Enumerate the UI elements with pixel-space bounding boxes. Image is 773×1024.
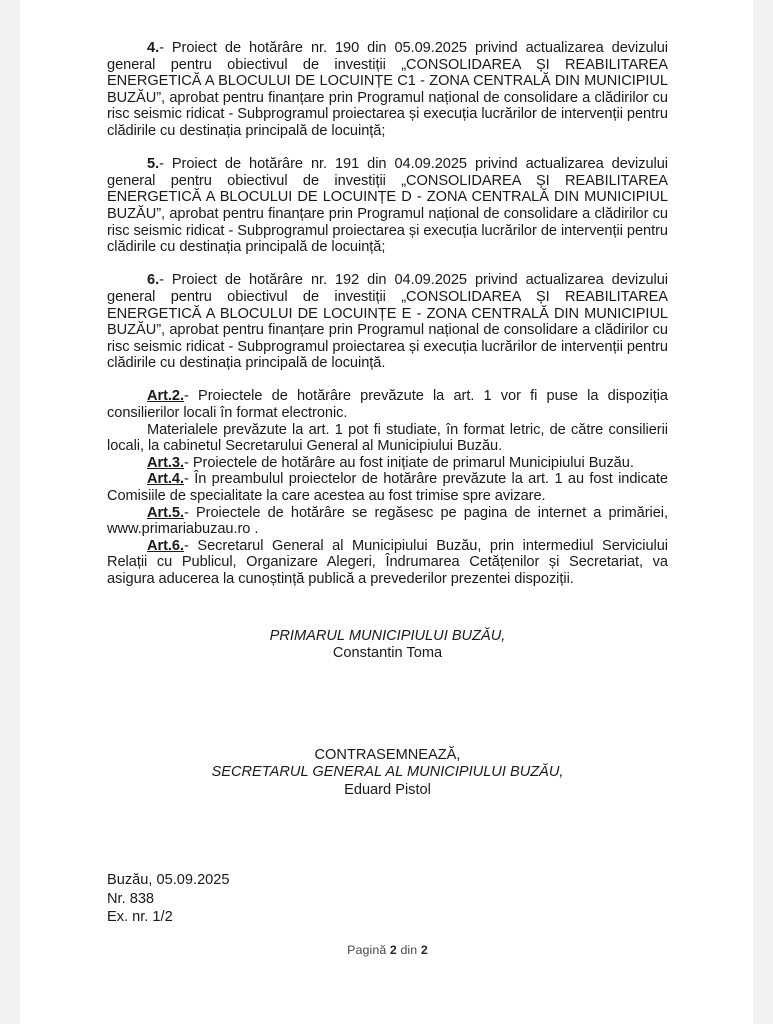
signature-block-secretary bbox=[107, 747, 668, 800]
article-label: Art.3. bbox=[147, 454, 185, 471]
project-item bbox=[107, 40, 668, 140]
project-item bbox=[107, 156, 668, 256]
mayor-title: PRIMARUL MUNICIPIULUI BUZĂU, bbox=[269, 627, 506, 644]
article-text: Proiectele de hotărâre au fost inițiate de primarul Municipiului Buzău. bbox=[188, 454, 634, 471]
page-indicator bbox=[107, 943, 668, 957]
article-label: Art.4. bbox=[147, 471, 185, 488]
article-text: Proiectele de hotărâre prevăzute la art. 1 vor fi puse la dispoziția consilierilor locali în format electronic. bbox=[107, 388, 668, 422]
article-dash: - bbox=[184, 388, 189, 405]
page-indicator-total: 2 bbox=[420, 942, 428, 957]
signature-block-mayor bbox=[107, 628, 668, 663]
article-label: Art.5. bbox=[147, 504, 185, 521]
project-number: 4. bbox=[147, 40, 160, 56]
article-label: Art.6. bbox=[147, 537, 185, 554]
article-dash: - bbox=[184, 454, 189, 471]
article-text: Proiectele de hotărâre se regăsesc pe pagina de internet a primăriei, www.primariabuzau.ro . bbox=[107, 504, 668, 538]
article-dash: - bbox=[184, 471, 189, 488]
document-page bbox=[20, 0, 753, 1024]
project-item bbox=[107, 272, 668, 372]
project-text: Proiect de hotărâre nr. 191 din 04.09.2025 privind actualizarea devizului general pentru obiectivul de investiții „CONSOLIDAREA ȘI REABILITAREA ENERGETICĂ A BLOCULUI DE LOCUINȚE D - ZONA CENTRALĂ DIN MUNICIPIUL BUZĂU”, aprobat pentru finanțare prin Programul național de consolidare a clădirilor cu risc seismic ridicat - Subprogramul proiectarea și execuția lucrărilor de intervenții pentru clădirile cu destinația principală de locuință; bbox=[107, 156, 668, 256]
project-number: 6. bbox=[147, 272, 160, 289]
article-label: Art.2. bbox=[147, 388, 185, 405]
article-dash: - bbox=[184, 504, 189, 521]
article-item-art5 bbox=[107, 505, 668, 538]
project-dash: - bbox=[159, 40, 164, 56]
project-text: Proiect de hotărâre nr. 192 din 04.09.2025 privind actualizarea devizului general pentru obiectivul de investiții „CONSOLIDAREA ȘI REABILITAREA ENERGETICĂ A BLOCULUI DE LOCUINȚE E - ZONA CENTRALĂ DIN MUNICIPIUL BUZĂU”, aprobat pentru finanțare prin Programul național de consolidare a clădirilor cu risc seismic ridicat - Subprogramul proiectarea și execuția lucrărilor de intervenții pentru clădirile cu destinația principală de locuință. bbox=[107, 272, 668, 372]
article-text: Secretarul General al Municipiului Buzău, prin intermediul Serviciului Relații cu Publicul, Organizare Alegeri, Îndrumarea Cetățenilor și Secretariat, va asigura aducerea la cunoștință publică a prevederilor prezentei dispoziții. bbox=[107, 537, 668, 587]
article-dash: - bbox=[184, 537, 189, 554]
page-indicator-prefix: Pagină bbox=[347, 942, 387, 957]
article-item-art6 bbox=[107, 538, 668, 588]
page-indicator-current: 2 bbox=[389, 942, 397, 957]
footer-copies: Ex. nr. 1/2 bbox=[107, 909, 173, 926]
page-content bbox=[107, 40, 668, 957]
document-footer-meta bbox=[107, 871, 668, 927]
article-item-materials bbox=[107, 422, 668, 455]
articles-list bbox=[107, 388, 668, 587]
project-text: Proiect de hotărâre nr. 190 din 05.09.2025 privind actualizarea devizului general pentru obiectivul de investiții „CONSOLIDAREA ȘI REABILITAREA ENERGETICĂ A BLOCULUI DE LOCUINȚE C1 - ZONA CENTRALĂ DIN MUNICIPIUL BUZĂU”, aprobat pentru finanțare prin Programul național de consolidare a clădirilor cu risc seismic ridicat - Subprogramul proiectarea și execuția lucrărilor de intervenții pentru clădirile cu destinația principală de locuință; bbox=[107, 40, 668, 139]
footer-place-date: Buzău, 05.09.2025 bbox=[107, 872, 230, 889]
project-dash: - bbox=[159, 272, 164, 289]
project-number: 5. bbox=[147, 156, 160, 173]
countersign-label: CONTRASEMNEAZĂ, bbox=[314, 746, 461, 763]
article-item-art4 bbox=[107, 471, 668, 504]
project-dash: - bbox=[159, 156, 164, 173]
article-text: În preambulul proiectelor de hotărâre prevăzute la art. 1 au fost indicate Comisiile de specialitate la care acestea au fost trimise spre avizare. bbox=[107, 471, 668, 505]
secretary-title: SECRETARUL GENERAL AL MUNICIPIULUI BUZĂU, bbox=[211, 764, 564, 781]
mayor-name: Constantin Toma bbox=[332, 645, 443, 662]
page-indicator-separator: din bbox=[400, 942, 418, 957]
article-text: Materialele prevăzute la art. 1 pot fi studiate, în format letric, de către consilierii locali, la cabinetul Secretarului General al Municipiului Buzău. bbox=[107, 421, 668, 455]
secretary-name: Eduard Pistol bbox=[344, 781, 431, 798]
article-item-art2 bbox=[107, 388, 668, 421]
article-item-art3 bbox=[107, 455, 668, 472]
projects-list bbox=[107, 40, 668, 372]
footer-number: Nr. 838 bbox=[107, 890, 155, 907]
